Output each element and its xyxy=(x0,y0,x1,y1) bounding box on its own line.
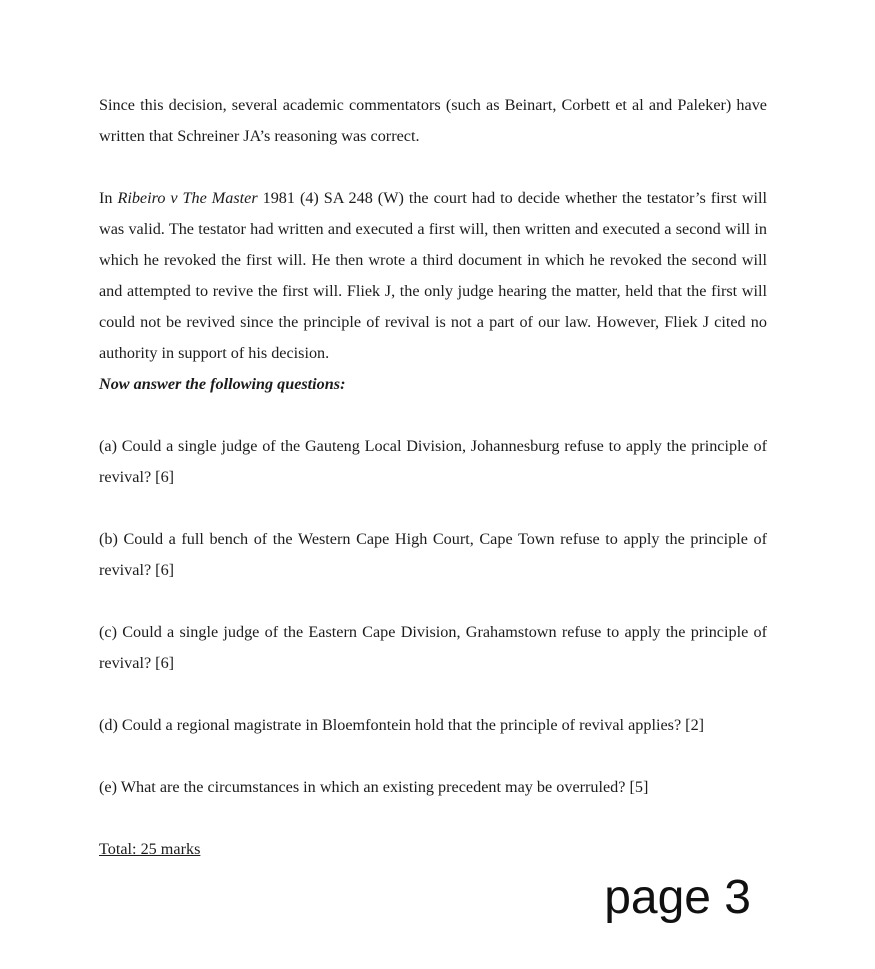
paragraph-commentators: Since this decision, several academic commentators (such as Beinart, Corbett et al and Paleker) have written that Schreiner JA’s reasoning was correct. xyxy=(99,96,767,145)
question-c: (c) Could a single judge of the Eastern Cape Division, Grahamstown refuse to apply the principle of revival? [6] xyxy=(99,623,767,672)
document-body xyxy=(99,90,767,865)
paragraph-prefix: In xyxy=(99,189,118,207)
questions-heading: Now answer the following questions: xyxy=(99,375,346,393)
paragraph-ribeiro-case xyxy=(99,183,767,369)
case-name: Ribeiro v The Master xyxy=(117,189,258,207)
page-number-label: page 3 xyxy=(604,871,751,924)
question-b: (b) Could a full bench of the Western Cape High Court, Cape Town refuse to apply the principle of revival? [6] xyxy=(99,530,767,579)
total-marks: Total: 25 marks xyxy=(99,840,201,858)
question-d: (d) Could a regional magistrate in Bloemfontein hold that the principle of revival applies? [2] xyxy=(99,716,705,734)
question-a: (a) Could a single judge of the Gauteng Local Division, Johannesburg refuse to apply the principle of revival? [6] xyxy=(99,437,767,486)
paragraph-rest: 1981 (4) SA 248 (W) the court had to decide whether the testator’s first will was valid. The testator had written and executed a first will, then written and executed a second will in which he revoked the first will. He then wrote a third document in which he revoked the second will and attempted to revive the first will. Fliek J, the only judge hearing the matter, held that the first will could not be revived since the principle of revival is not a part of our law. However, Fliek J cited no authority in support of his decision. xyxy=(99,189,768,362)
question-e: (e) What are the circumstances in which an existing precedent may be overruled? [5] xyxy=(99,778,649,796)
